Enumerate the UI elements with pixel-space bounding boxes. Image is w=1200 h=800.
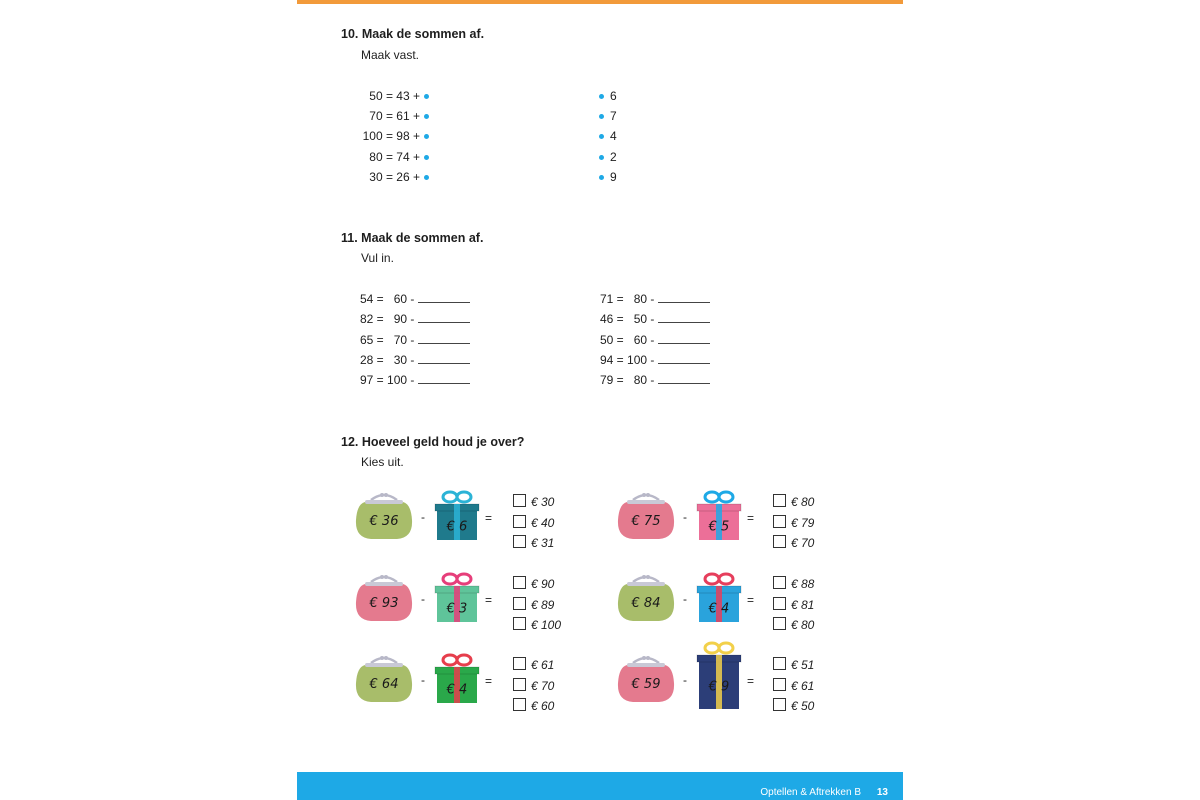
option-label: € 50 [791,699,815,713]
checkbox[interactable] [773,494,786,507]
option-label: € 61 [791,678,815,693]
ex11-equation: 94 = 100 - [600,353,655,367]
ex10-right-connect-dot[interactable] [599,94,604,99]
checkbox[interactable] [513,657,526,670]
ex10-left-connect-dot[interactable] [424,114,429,119]
ex10-left-connect-dot[interactable] [424,134,429,139]
purse-amount: € 84 [631,596,661,611]
checkbox[interactable] [513,597,526,610]
option-label: € 100 [531,618,562,632]
option-label: € 30 [531,495,555,509]
exercise-10-instruction: Maak vast. [361,48,420,62]
equals-sign: = [485,593,493,607]
top-accent-bar [297,0,903,4]
equals-sign: = [747,674,755,688]
ex11-row [360,312,470,326]
ex11-row [600,312,710,326]
ex10-equation: 100 = 98 + [362,129,420,143]
purse-amount: € 36 [369,514,399,529]
checkbox[interactable] [773,515,786,528]
answer-option[interactable] [773,535,814,550]
gift-amount: € 3 [446,601,468,617]
ex11-equation: 97 = 100 - [360,373,415,387]
equals-sign: = [747,593,755,607]
minus-sign: - [421,592,425,606]
checkbox[interactable] [513,576,526,589]
answer-option[interactable] [513,535,554,550]
checkbox[interactable] [773,657,786,670]
gift-box-icon [696,641,742,714]
ex10-answer: 7 [610,109,617,123]
option-label: € 60 [531,699,555,713]
minus-sign: - [421,673,425,687]
ex11-equation: 50 = 60 - [600,333,655,347]
answer-blank[interactable] [418,293,470,303]
answer-option[interactable] [513,576,554,591]
ex11-row [600,353,710,367]
answer-option[interactable] [773,698,814,713]
ex10-right-connect-dot[interactable] [599,155,604,160]
option-label: € 51 [791,658,815,672]
answer-blank[interactable] [658,374,710,384]
ex10-answer: 4 [610,129,617,143]
answer-option[interactable] [773,597,814,612]
ex10-right-connect-dot[interactable] [599,114,604,119]
checkbox[interactable] [773,678,786,691]
ex11-row [360,292,470,306]
answer-option[interactable] [773,657,814,672]
ex10-answer: 2 [610,150,617,164]
ex11-equation: 82 = 90 - [360,312,415,326]
gift-box-icon [434,572,480,627]
footer-bar [297,772,903,800]
answer-blank[interactable] [658,334,710,344]
option-label: € 80 [791,618,815,632]
gift-box-icon [696,572,742,627]
ex11-row [360,333,470,347]
ex11-equation: 54 = 60 - [360,292,415,306]
answer-blank[interactable] [418,313,470,323]
ex10-left-connect-dot[interactable] [424,94,429,99]
checkbox[interactable] [773,617,786,630]
ex10-equation: 50 = 43 + [369,89,420,103]
checkbox[interactable] [773,576,786,589]
gift-amount: € 6 [446,519,468,535]
gift-amount: € 4 [708,601,730,617]
ex10-answer: 9 [610,170,617,184]
exercise-12-title: 12. Hoeveel geld houd je over? [341,435,525,449]
answer-blank[interactable] [418,334,470,344]
minus-sign: - [683,673,687,687]
ex11-equation: 28 = 30 - [360,353,415,367]
ex11-row [360,353,470,367]
exercise-12-instruction: Kies uit. [361,455,404,469]
gift-amount: € 4 [446,682,468,698]
ex11-row [360,373,470,387]
equals-sign: = [485,511,493,525]
purse-amount: € 93 [369,596,399,611]
purse-icon [615,490,677,542]
checkbox[interactable] [513,698,526,711]
gift-box-icon [434,653,480,708]
gift-amount: € 5 [708,519,730,535]
answer-blank[interactable] [658,313,710,323]
answer-blank[interactable] [418,354,470,364]
ex10-answer: 6 [610,89,617,103]
checkbox[interactable] [513,617,526,630]
ex10-equation: 30 = 26 + [369,170,420,184]
answer-option[interactable] [773,576,814,591]
purse-icon [353,653,415,705]
ex11-row [600,373,710,387]
option-label: € 70 [531,678,555,693]
ex11-equation: 71 = 80 - [600,292,655,306]
checkbox[interactable] [513,494,526,507]
minus-sign: - [683,592,687,606]
answer-blank[interactable] [658,293,710,303]
option-label: € 61 [531,658,555,672]
option-label: € 81 [791,597,815,612]
option-label: € 31 [531,536,555,550]
option-label: € 70 [791,536,815,550]
answer-option[interactable] [773,617,814,632]
ex10-left-connect-dot[interactable] [424,155,429,160]
option-label: € 90 [531,577,555,591]
gift-box-icon [434,490,480,545]
ex10-equation: 80 = 74 + [369,150,420,164]
answer-option[interactable] [773,494,814,509]
answer-option[interactable] [513,494,554,509]
option-label: € 40 [531,515,555,530]
exercise-11-title: 11. Maak de sommen af. [341,231,484,245]
ex11-equation: 79 = 80 - [600,373,655,387]
ex11-row [600,333,710,347]
minus-sign: - [683,510,687,524]
answer-option[interactable] [773,678,814,693]
purse-icon [353,490,415,542]
ex10-equation: 70 = 61 + [369,109,420,123]
purse-icon [353,572,415,624]
footer-book-title: Optellen & Aftrekken B [760,787,861,798]
minus-sign: - [421,510,425,524]
answer-blank[interactable] [658,354,710,364]
exercise-10-title: 10. Maak de sommen af. [341,27,485,41]
checkbox[interactable] [513,678,526,691]
answer-option[interactable] [773,515,814,530]
answer-option[interactable] [513,657,554,672]
ex10-right-connect-dot[interactable] [599,175,604,180]
option-label: € 80 [791,495,815,509]
gift-box-icon [696,490,742,545]
page-number: 13 [876,787,888,798]
option-label: € 79 [791,515,815,530]
exercise-11-instruction: Vul in. [361,251,394,265]
checkbox[interactable] [773,698,786,711]
purse-amount: € 75 [631,514,661,529]
answer-option[interactable] [513,698,554,713]
equals-sign: = [485,674,493,688]
ex11-equation: 46 = 50 - [600,312,655,326]
checkbox[interactable] [513,515,526,528]
ex10-right-connect-dot[interactable] [599,134,604,139]
purse-amount: € 59 [631,677,661,692]
answer-option[interactable] [513,597,554,612]
answer-blank[interactable] [418,374,470,384]
option-label: € 88 [791,577,815,591]
gift-amount: € 9 [708,679,730,695]
ex10-left-connect-dot[interactable] [424,175,429,180]
checkbox[interactable] [773,597,786,610]
purse-icon [615,653,677,705]
equals-sign: = [747,511,755,525]
ex11-equation: 65 = 70 - [360,333,415,347]
answer-option[interactable] [513,617,561,632]
answer-option[interactable] [513,515,554,530]
checkbox[interactable] [513,535,526,548]
answer-option[interactable] [513,678,554,693]
option-label: € 89 [531,597,555,612]
checkbox[interactable] [773,535,786,548]
ex11-row [600,292,710,306]
purse-icon [615,572,677,624]
purse-amount: € 64 [369,677,399,692]
